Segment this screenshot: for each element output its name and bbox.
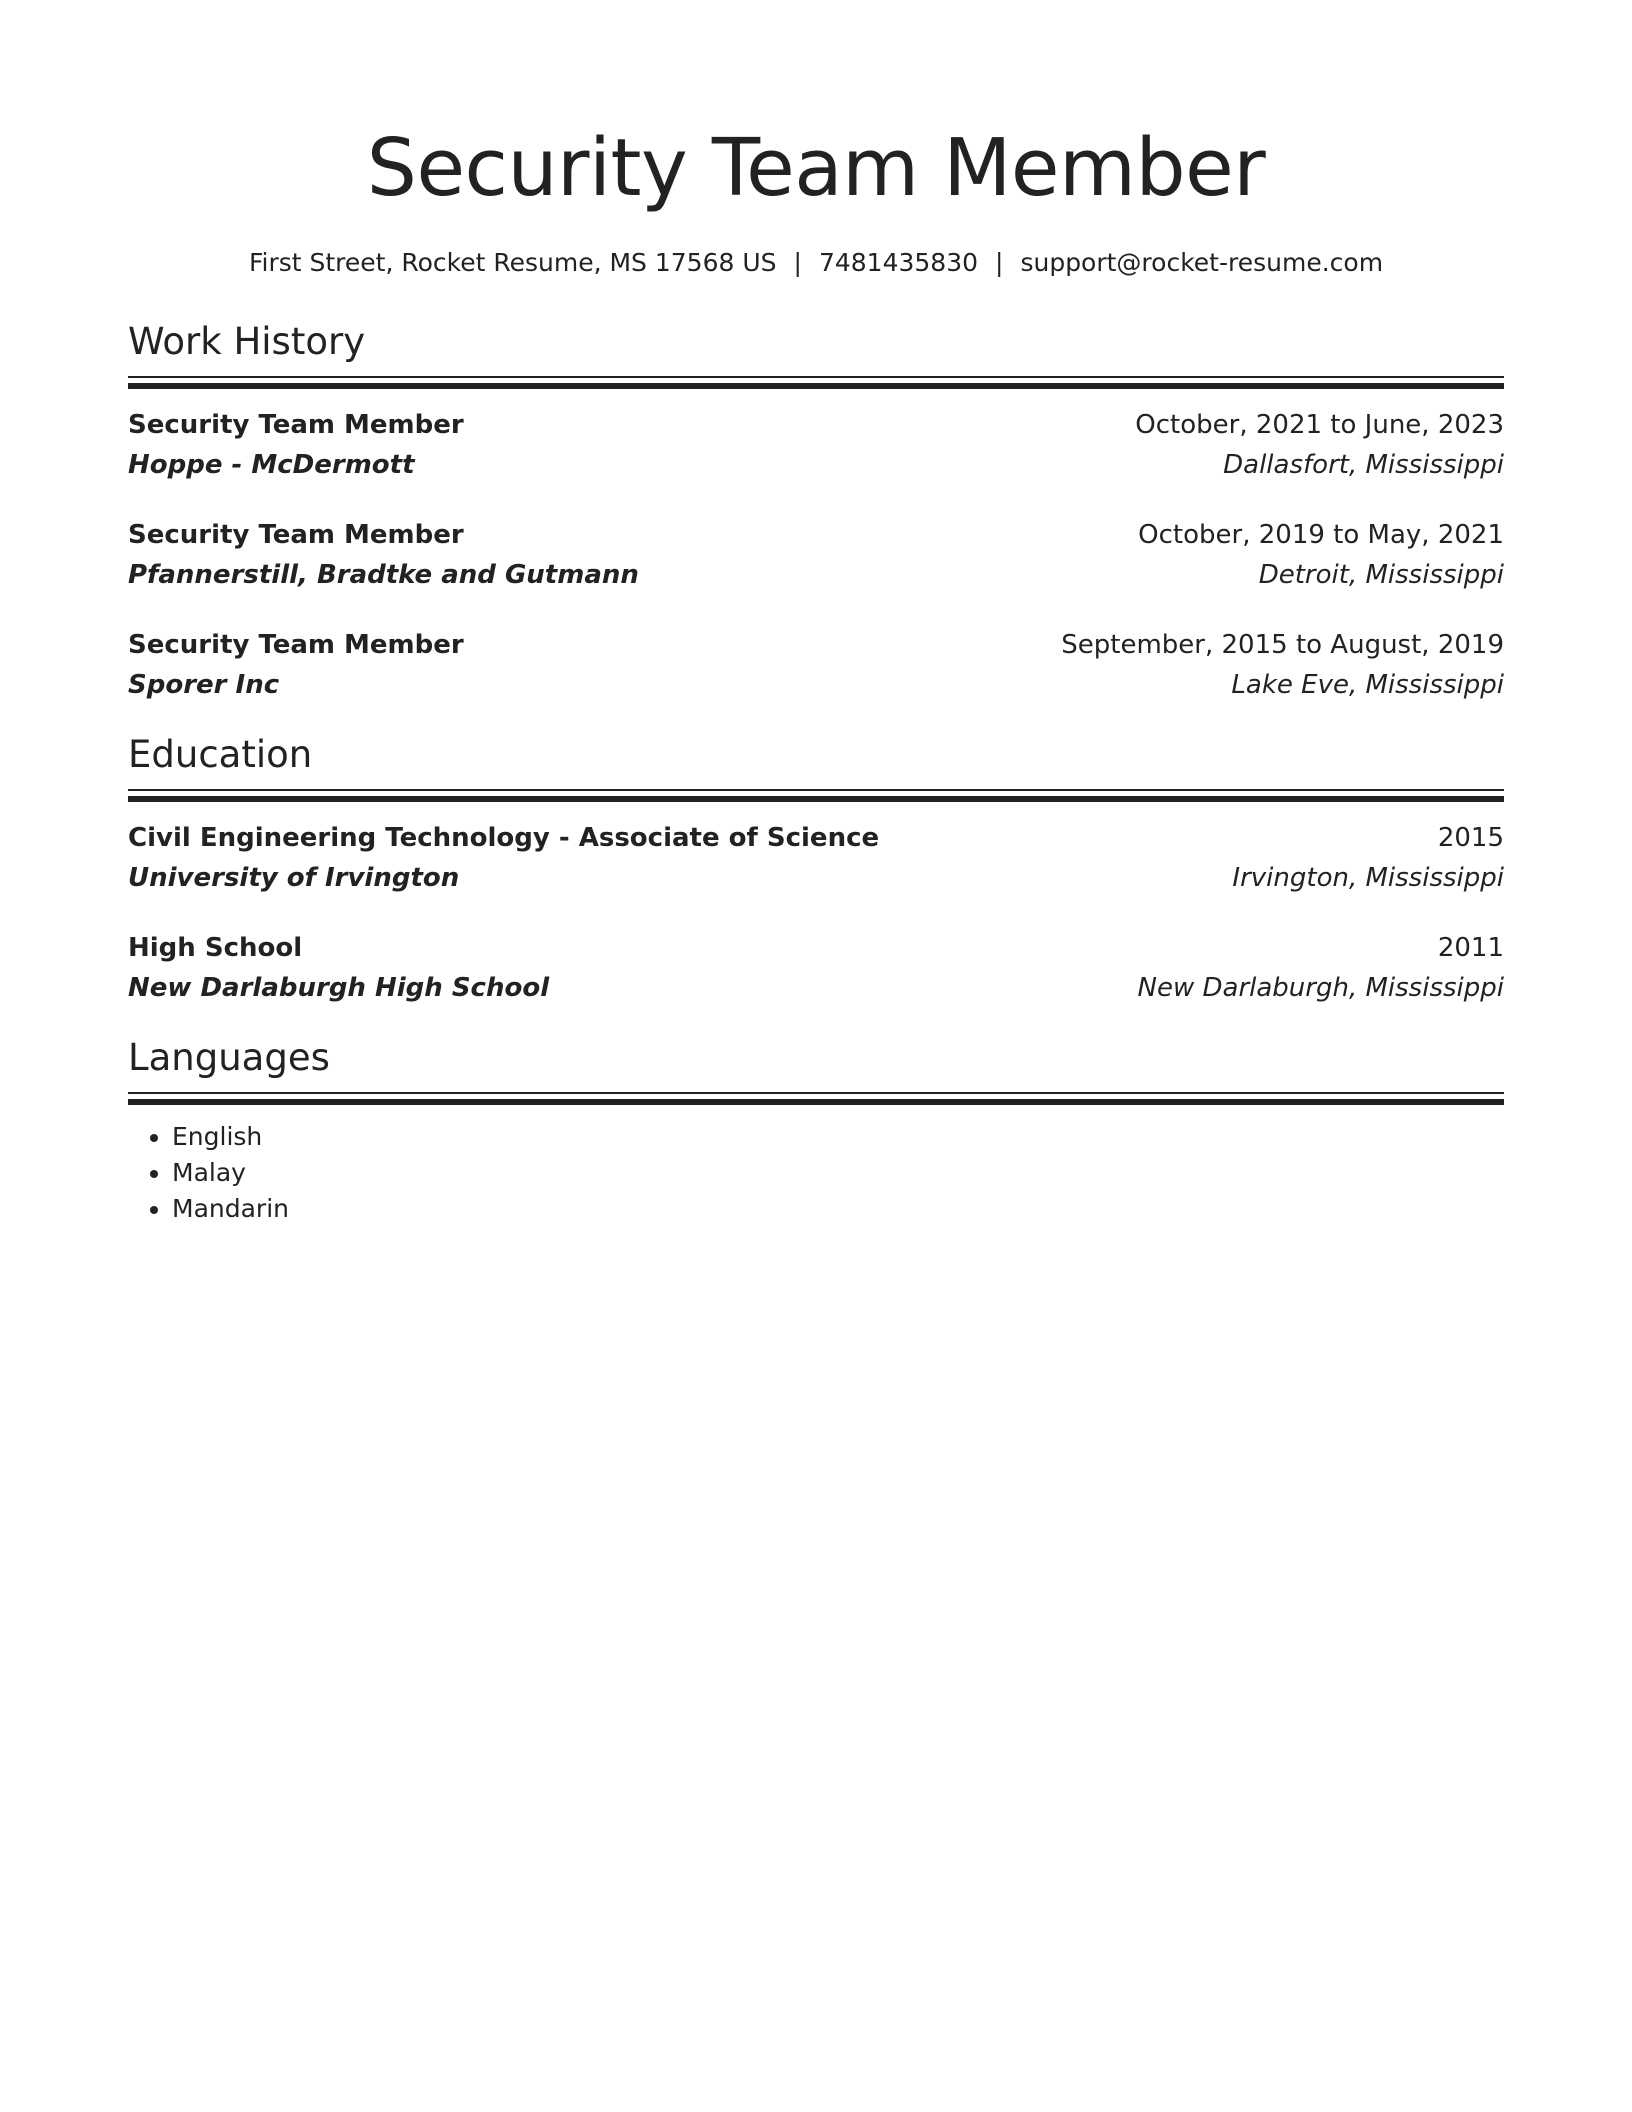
degree-name: Civil Engineering Technology - Associate of Science [128, 823, 880, 853]
job-dates: October, 2019 to May, 2021 [1138, 520, 1504, 550]
school-name: University of Irvington [128, 863, 460, 893]
list-item: • Mandarin [172, 1191, 1504, 1227]
languages-section [128, 1034, 1504, 1227]
education-entry [128, 818, 1504, 898]
section-title: Languages [128, 1036, 330, 1079]
graduation-year: 2011 [1437, 933, 1504, 963]
contact-phone: 7481435830 [818, 248, 979, 277]
education-entry [128, 928, 1504, 1008]
section-rule-thick [128, 383, 1504, 389]
job-dates: October, 2021 to June, 2023 [1135, 410, 1504, 440]
job-location: Dallasfort, Mississippi [1223, 450, 1504, 480]
list-item: • Malay [172, 1155, 1504, 1191]
section-title: Education [128, 733, 313, 776]
school-location: Irvington, Mississippi [1232, 863, 1504, 893]
section-rule-thick [128, 796, 1504, 802]
job-location: Lake Eve, Mississippi [1231, 670, 1504, 700]
job-title: Security Team Member [128, 520, 464, 550]
list-item: • English [172, 1119, 1504, 1155]
section-rule-thin [128, 376, 1504, 378]
resume-header [128, 0, 1504, 280]
company-name: Sporer Inc [128, 670, 280, 700]
school-name: New Darlaburgh High School [128, 973, 550, 1003]
work-entry [128, 515, 1504, 595]
company-name: Pfannerstill, Bradtke and Gutmann [128, 560, 639, 590]
school-location: New Darlaburgh, Mississippi [1137, 973, 1504, 1003]
job-title: Security Team Member [128, 410, 464, 440]
job-location: Detroit, Mississippi [1258, 560, 1504, 590]
degree-name: High School [128, 933, 303, 963]
job-dates: September, 2015 to August, 2019 [1061, 630, 1504, 660]
contact-email[interactable]: support@rocket-resume.com [1020, 248, 1384, 277]
company-name: Hoppe - McDermott [128, 450, 415, 480]
section-rule-thick [128, 1099, 1504, 1105]
section-rule-thin [128, 1092, 1504, 1094]
section-rule-thin [128, 789, 1504, 791]
contact-separator: | [793, 248, 802, 277]
languages-list [128, 1119, 1504, 1227]
contact-address: First Street, Rocket Resume, MS 17568 US [248, 248, 777, 277]
resume-name: Security Team Member [366, 122, 1266, 214]
section-title: Work History [128, 320, 366, 363]
work-entry [128, 405, 1504, 485]
job-title: Security Team Member [128, 630, 464, 660]
contact-line [128, 246, 1504, 280]
work-history-section [128, 318, 1504, 705]
contact-separator: | [995, 248, 1004, 277]
work-entry [128, 625, 1504, 705]
education-section [128, 731, 1504, 1008]
graduation-year: 2015 [1437, 823, 1504, 853]
